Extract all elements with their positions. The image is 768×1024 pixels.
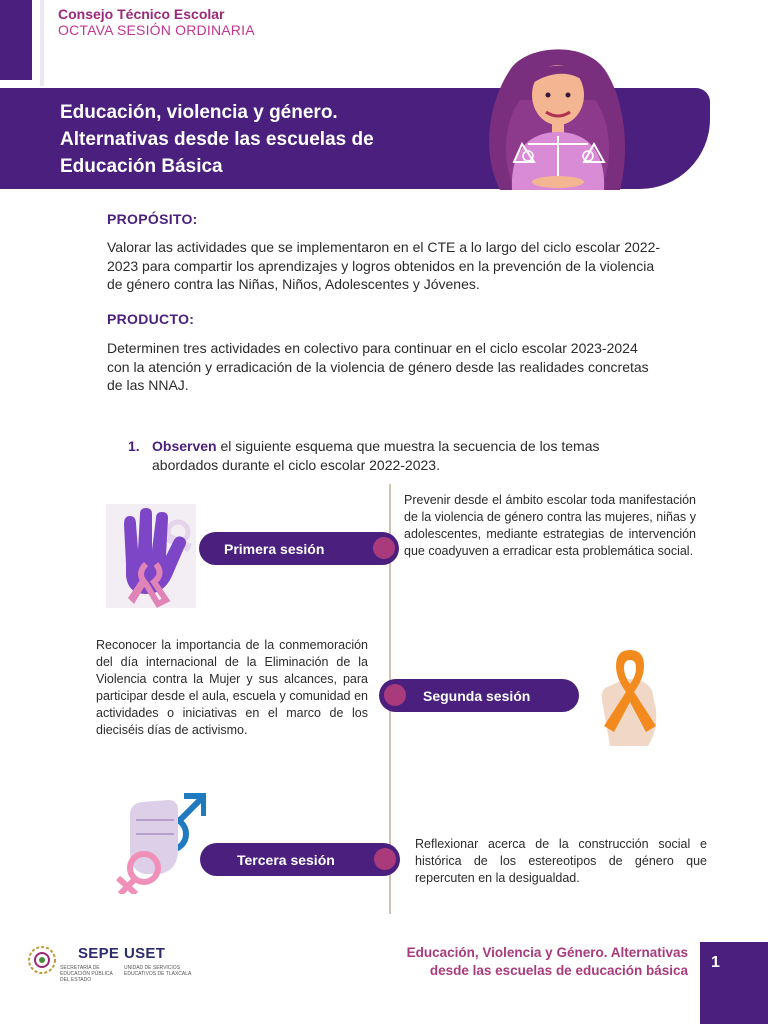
page-number: 1: [711, 954, 720, 971]
gender-fist-icon: [114, 790, 206, 894]
timeline-dot: [384, 684, 406, 706]
primera-sesion-pill: [199, 532, 399, 565]
page-title-line: Educación Básica: [60, 156, 223, 177]
purple-hand-ribbon-icon: [106, 504, 196, 608]
orange-ribbon-hand-icon: [592, 640, 666, 746]
woman-scales-icon: [470, 40, 645, 190]
header-session: OCTAVA SESIÓN ORDINARIA: [58, 22, 255, 38]
footer-title: [358, 944, 688, 980]
corner-divider: [40, 0, 44, 86]
session-label: Primera sesión: [224, 540, 325, 557]
tercera-sesion-description: Reflexionar acerca de la construcción social e histórica de los estereotipos de género que repercuten en la desigualdad.: [415, 837, 707, 885]
segunda-sesion-pill: [379, 679, 579, 712]
purpose-text: Valorar las actividades que se implementaron en el CTE a lo largo del ciclo escolar 2022-2023 para compartir los aprendizajes y logros obtenidos en la prevención de la violencia de género contra las Niñas, Niños, Adolescentes y Jóvenes.: [107, 239, 661, 292]
step-text: [152, 437, 663, 475]
government-logo-icon: [26, 942, 58, 978]
step-body: el siguiente esquema que muestra la secuencia de los temas abordados durante el ciclo escolar 2022-2023.: [152, 438, 600, 473]
header-kicker: Consejo Técnico Escolar: [58, 6, 225, 22]
product-label: PRODUCTO:: [107, 311, 195, 327]
tercera-sesion-pill: [200, 843, 400, 876]
step-verb: Observen: [152, 438, 217, 454]
segunda-sesion-description: Reconocer la importancia de la conmemoración del día internacional de la Eliminación de la Violencia contra la Mujer y sus alcances, para participar desde el aula, escuela y comunidad en actividades o iniciativas en el marco de los dieciséis días de activismo.: [96, 638, 368, 737]
footer-title-line: Educación, Violencia y Género. Alternativas: [406, 945, 688, 960]
instruction-step: [128, 437, 663, 475]
timeline-dot: [374, 848, 396, 870]
sepe-logo: SEPE: [78, 945, 120, 962]
page-title-line: Educación, violencia y género.: [60, 102, 338, 123]
footer-title-line: desde las escuelas de educación básica: [429, 963, 688, 978]
page-title-line: Alternativas desde las escuelas de: [60, 129, 374, 150]
purpose-label: PROPÓSITO:: [107, 211, 198, 227]
step-number: 1.: [128, 438, 140, 454]
primera-sesion-description: Prevenir desde el ámbito escolar toda manifestación de la violencia de género contra las mujeres, niñas y adolescentes, mediante estrategias de intervención que coadyuven a erradicar esta problemática social.: [404, 493, 696, 558]
sepe-subtitle: SECRETARÍA DE EDUCACIÓN PÚBLICA DEL ESTADO: [60, 965, 113, 983]
timeline-dot: [373, 537, 395, 559]
uset-logo: USET: [124, 945, 166, 962]
page-title: [60, 99, 440, 180]
session-label: Segunda sesión: [423, 687, 531, 704]
product-text: Determinen tres actividades en colectivo para continuar en el ciclo escolar 2023-2024 con la atención y erradicación de la violencia de género desde las realidades concretas de las NNAJ.: [107, 340, 649, 393]
corner-decoration: [0, 0, 32, 80]
session-label: Tercera sesión: [237, 851, 335, 868]
uset-subtitle: UNIDAD DE SERVICIOS EDUCATIVOS DE TLAXCALA: [124, 965, 192, 977]
